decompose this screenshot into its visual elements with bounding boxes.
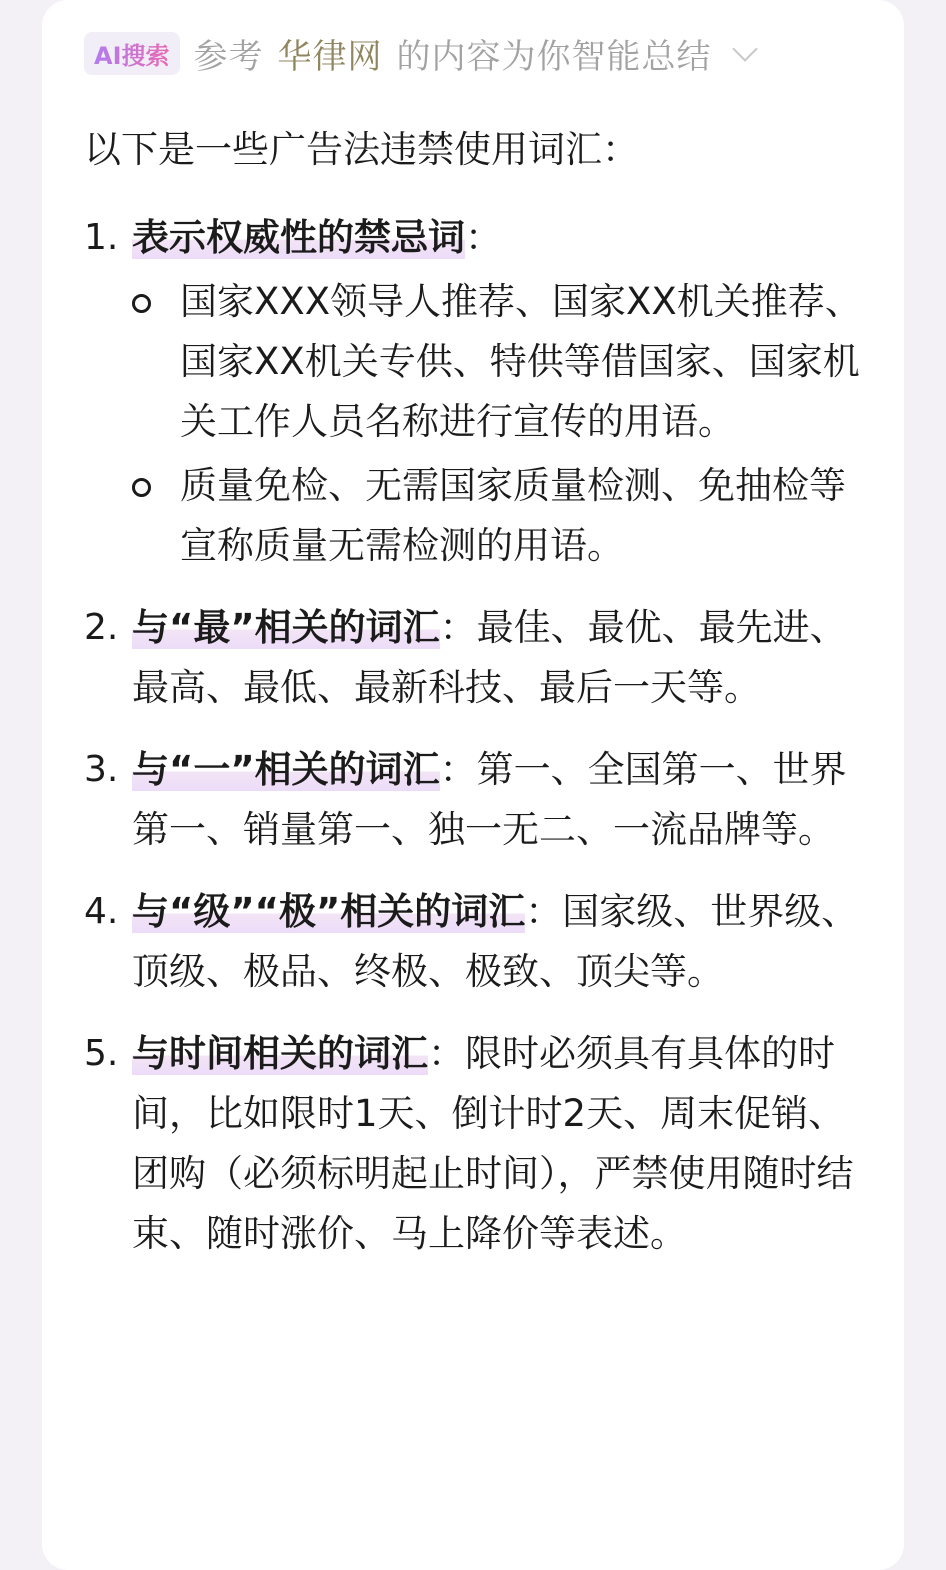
source-bar[interactable] [84, 30, 754, 76]
item-number: 3. [84, 749, 119, 790]
item-text: ：国家级、世界级、顶级、极品、终极、极致、顶尖等。 [132, 890, 859, 993]
item-title: 表示权威性的禁忌词 [132, 216, 465, 259]
item-title: 与“最”相关的词汇 [132, 606, 440, 649]
item-text: ： [465, 216, 502, 259]
item-text: ：最佳、最优、最先进、最高、最低、最新科技、最后一天等。 [132, 606, 847, 709]
list-item-1 [84, 208, 874, 576]
source-site-link[interactable]: 华律网 [277, 36, 383, 77]
sub-list-item [132, 272, 874, 452]
item-number: 4. [84, 891, 119, 932]
item-number: 2. [84, 607, 119, 648]
sub-item-text: 国家XXX领导人推荐、国家XX机关推荐、国家XX机关专供、特供等借国家、国家机关工作人员名称进行宣传的用语。 [180, 280, 862, 443]
item-title: 与时间相关的词汇 [132, 1032, 428, 1075]
answer-card [42, 0, 904, 1570]
source-prefix: 参考 [193, 36, 264, 77]
ai-search-badge [84, 32, 180, 75]
intro-text: 以下是一些广告法违禁使用词汇： [84, 128, 639, 171]
circle-bullet-icon [132, 294, 151, 313]
circle-bullet-icon [132, 478, 151, 497]
item-text: ：限时必须具有具体的时间，比如限时1天、倒计时2天、周末促销、团购（必须标明起止时间），严禁使用随时结束、随时涨价、马上降价等表述。 [132, 1032, 854, 1255]
ai-search-badge-label: AI搜索 [94, 41, 170, 70]
sub-item-text: 质量免检、无需国家质量检测、免抽检等宣称质量无需检测的用语。 [180, 464, 846, 567]
sub-list-item [132, 456, 874, 576]
item-title: 与“级”“极”相关的词汇 [132, 890, 526, 933]
sub-list [132, 272, 874, 576]
item-number: 5. [84, 1033, 119, 1074]
chevron-down-icon[interactable] [732, 36, 757, 61]
answer-content [84, 110, 874, 1286]
item-number: 1. [84, 217, 119, 258]
list-item-3 [84, 740, 874, 860]
item-title: 与“一”相关的词汇 [132, 748, 440, 791]
list-item-2 [84, 598, 874, 718]
item-text: ：第一、全国第一、世界第一、销量第一、独一无二、一流品牌等。 [132, 748, 847, 851]
source-suffix: 的内容为你智能总结 [396, 36, 712, 77]
list-item-4 [84, 882, 874, 1002]
list-item-5 [84, 1024, 874, 1264]
